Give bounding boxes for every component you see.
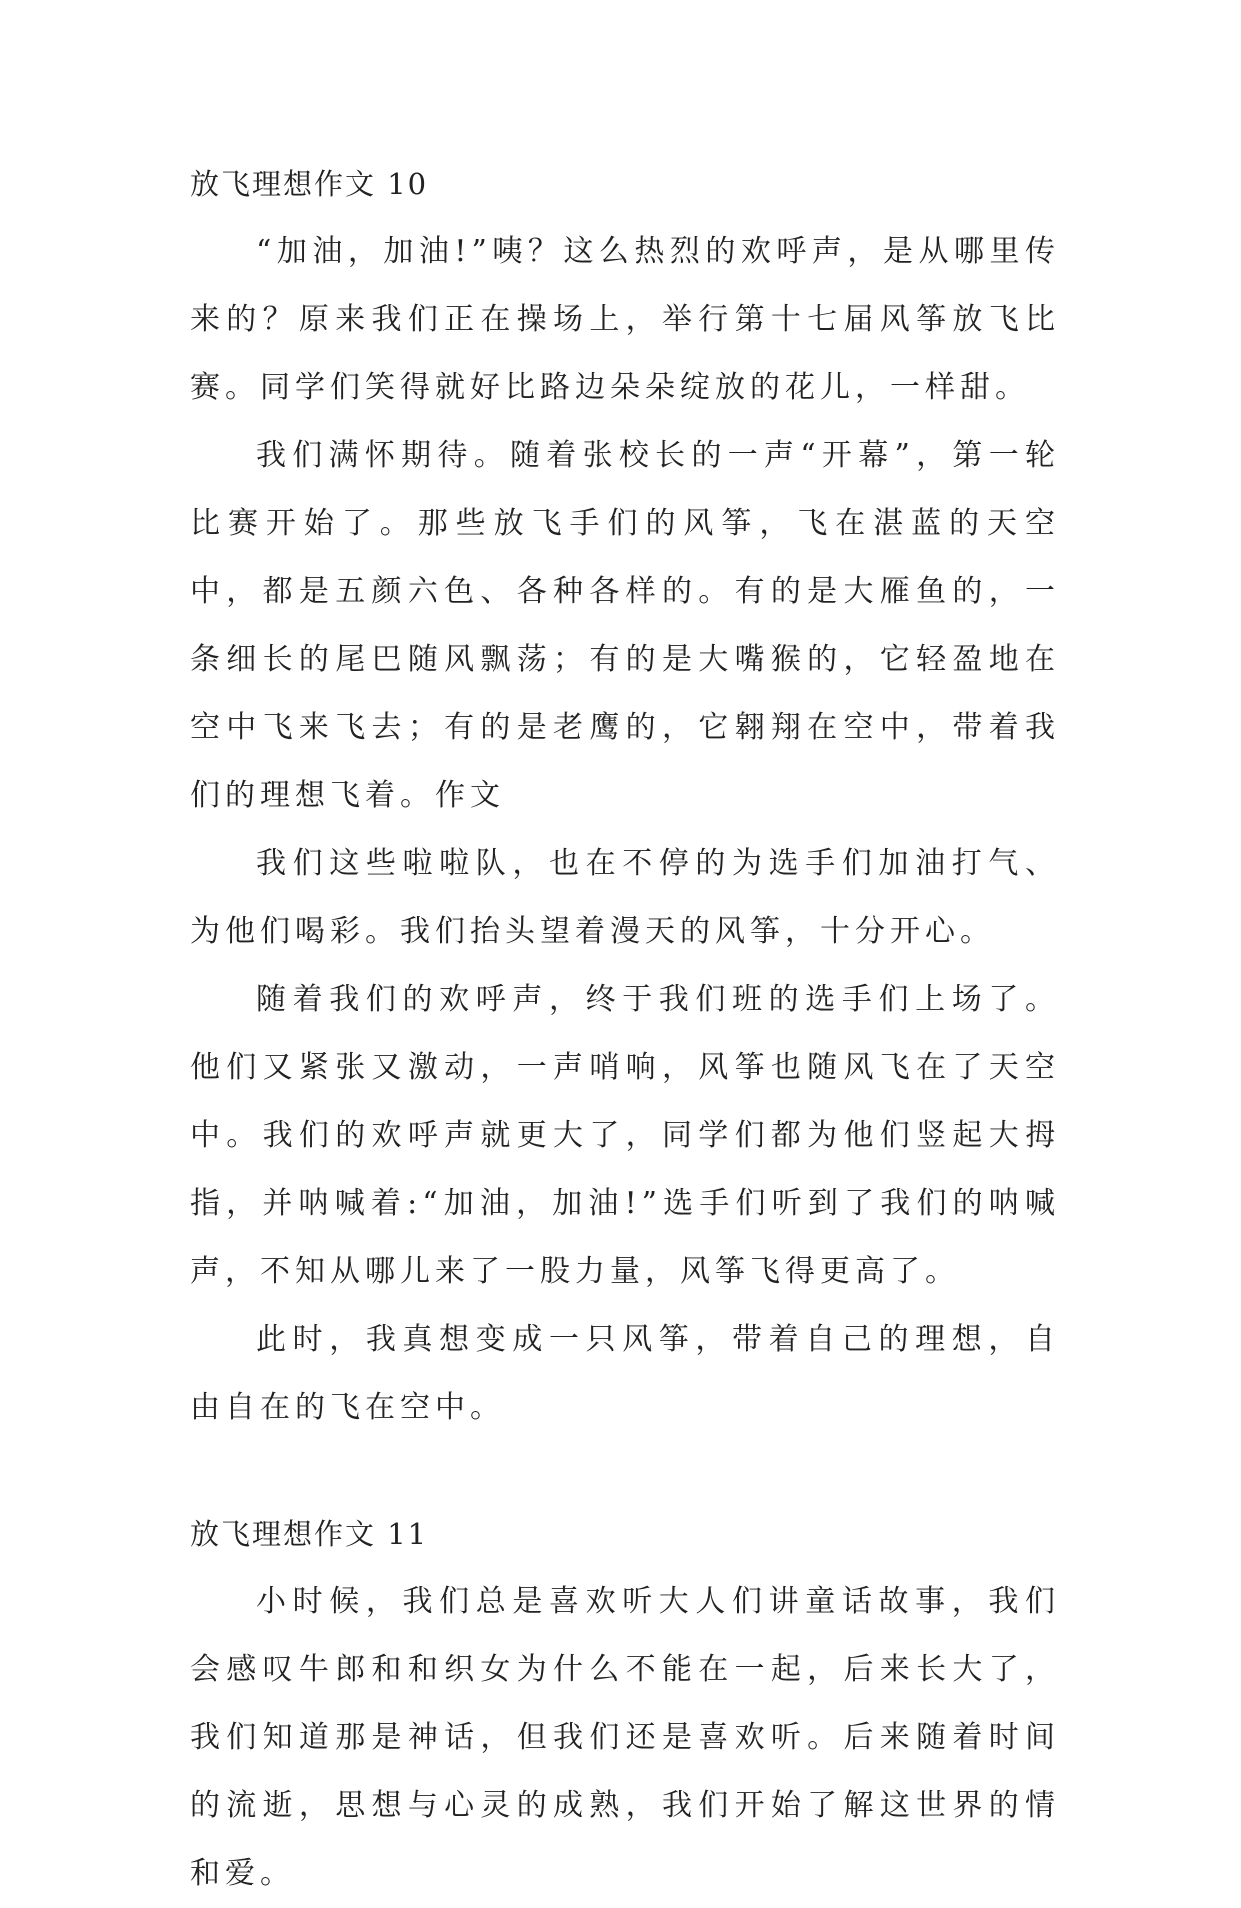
document-page bbox=[190, 150, 1060, 1908]
essay-section-10 bbox=[190, 150, 1060, 1442]
paragraph: 我们满怀期待。随着张校长的一声“开幕”，第一轮比赛开始了。那些放飞手们的风筝，飞在湛蓝的天空中，都是五颜六色、各种各样的。有的是大雁鱼的，一条细长的尾巴随风飘荡；有的是大嘴猴的，它轻盈地在空中飞来飞去；有的是老鹰的，它翱翔在空中，带着我们的理想飞着。作文 bbox=[190, 438, 1060, 813]
section-title: 放飞理想作文 10 bbox=[190, 167, 429, 201]
paragraph: “加油，加油!”咦？这么热烈的欢呼声，是从哪里传来的？原来我们正在操场上，举行第十七届风筝放飞比赛。同学们笑得就好比路边朵朵绽放的花儿，一样甜。 bbox=[190, 234, 1060, 405]
section-title: 放飞理想作文 11 bbox=[190, 1517, 429, 1551]
paragraph: 此时，我真想变成一只风筝，带着自己的理想，自由自在的飞在空中。 bbox=[190, 1322, 1060, 1425]
paragraph: 我们这些啦啦队，也在不停的为选手们加油打气、为他们喝彩。我们抬头望着漫天的风筝，十分开心。 bbox=[190, 846, 1060, 949]
paragraph: 小时候，我们总是喜欢听大人们讲童话故事，我们会感叹牛郎和和织女为什么不能在一起，后来长大了，我们知道那是神话，但我们还是喜欢听。后来随着时间的流逝，思想与心灵的成熟，我们开始了解这世界的情和爱。 bbox=[190, 1584, 1060, 1891]
essay-section-11 bbox=[190, 1500, 1060, 1908]
paragraph: 随着我们的欢呼声，终于我们班的选手们上场了。他们又紧张又激动，一声哨响，风筝也随风飞在了天空中。我们的欢呼声就更大了，同学们都为他们竖起大拇指，并呐喊着:“加油，加油!”选手们听到了我们的呐喊声，不知从哪儿来了一股力量，风筝飞得更高了。 bbox=[190, 982, 1060, 1289]
